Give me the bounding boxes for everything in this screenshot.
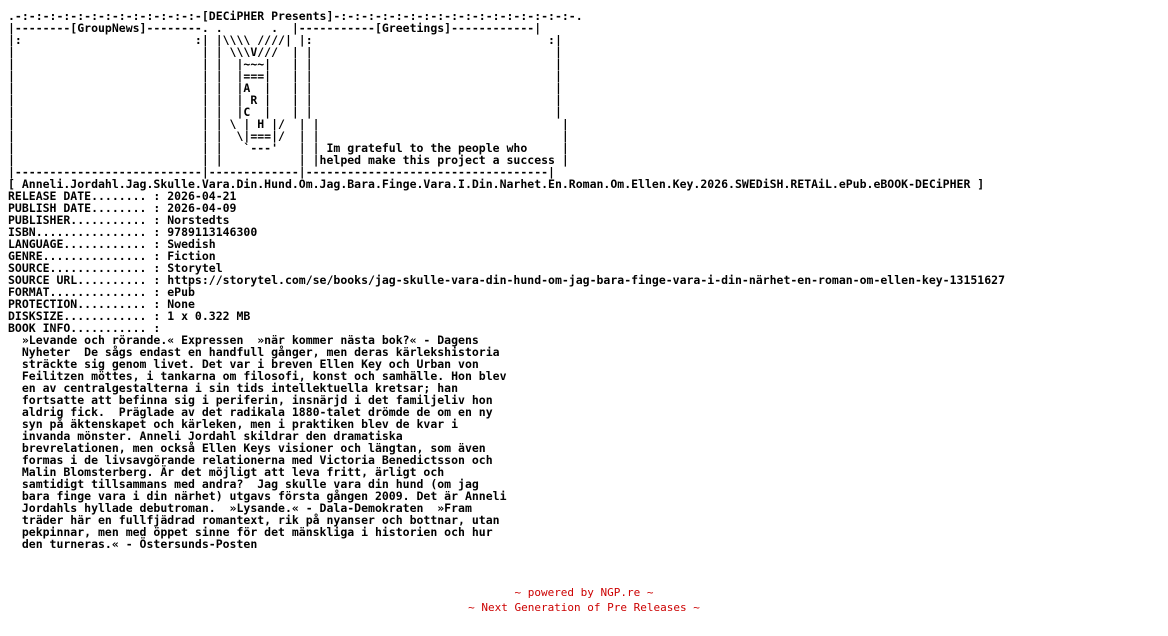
nfo-line: bara finge vara i din närhet) utgavs första gången 2009. Det är Anneli <box>8 489 507 503</box>
nfo-line: .-:-:-:-:-:-:-:-:-:-:-:-:-:-[DECiPHER Presents]-:-:-:-:-:-:-:-:-:-:-:-:-:-:-:-:-:-. <box>8 9 583 23</box>
nfo-line: aldrig fick. Präglade av det radikala 1880-talet drömde de om en ny <box>8 405 493 419</box>
nfo-line: syn på äktenskapet och kärleken, men i praktiken blev de kvar i <box>8 417 459 431</box>
nfo-line: | | | \\\V/// | | | <box>8 45 562 59</box>
nfo-line: brevrelationen, men också Ellen Keys visioner och längtan, som även <box>8 441 486 455</box>
nfo-line: | | | \ | H |/ | | | <box>8 117 569 131</box>
nfo-line: en av centralgestalterna i sin tids intellektuella kretsar; han <box>8 381 459 395</box>
nfo-line: | | | | R | | | | <box>8 93 562 107</box>
nfo-line: träder här en fullfjädrad romantext, rik på nyanser och bottnar, utan <box>8 513 500 527</box>
tagline-text: ~ Next Generation of Pre Releases ~ <box>468 601 700 614</box>
nfo-line: |--------[GroupNews]--------. . . |-----------[Greetings]------------| <box>8 21 542 35</box>
nfo-line: | | | |===| | | | <box>8 69 562 83</box>
nfo-line: fortsatte att befinna sig i periferin, insnärjd i det familjeliv hon <box>8 393 493 407</box>
nfo-line: GENRE............... : Fiction <box>8 249 216 263</box>
nfo-line: samtidigt tillsammans med andra? Jag skulle vara din hund (om jag <box>8 477 479 491</box>
nfo-line: Jordahls hyllade debutroman. »Lysande.« - Dala-Demokraten »Fram <box>8 501 472 515</box>
nfo-line: | | | `---' | | Im grateful to the people who | <box>8 141 569 155</box>
nfo-line: pekpinnar, men med öppet sinne för det mänskliga i historien och hur <box>8 525 493 539</box>
nfo-footer <box>0 585 1168 615</box>
nfo-line: | | | |~~~| | | | <box>8 57 562 71</box>
nfo-line: | | | |A | | | | <box>8 81 562 95</box>
nfo-line: DISKSIZE............ : 1 x 0.322 MB <box>8 309 251 323</box>
nfo-line: RELEASE DATE........ : 2026-04-21 <box>8 189 237 203</box>
nfo-line: »Levande och rörande.« Expressen »när kommer nästa bok?« - Dagens <box>8 333 479 347</box>
nfo-line: | | | \|===|/ | | | <box>8 129 569 143</box>
nfo-line: invanda mönster. Anneli Jordahl skildrar den dramatiska <box>8 429 403 443</box>
nfo-line: | | | |C | | | | <box>8 105 562 119</box>
nfo-line: Malin Blomsterberg. Är det möjligt att leva fritt, ärligt och <box>8 465 445 479</box>
nfo-line: sträckte sig genom livet. Det var i breven Ellen Key och Urban von <box>8 357 479 371</box>
nfo-line: LANGUAGE............ : Swedish <box>8 237 216 251</box>
nfo-line: SOURCE URL.......... : https://storytel.com/se/books/jag-skulle-vara-din-hund-om-jag-bara-finge-vara-i-din-närhet-en-roman-om-ellen-key-13151627 <box>8 273 1005 287</box>
nfo-line: ISBN................ : 9789113146300 <box>8 225 258 239</box>
nfo-line: Nyheter De sågs endast en handfull gånger, men deras kärlekshistoria <box>8 345 500 359</box>
nfo-line: SOURCE.............. : Storytel <box>8 261 223 275</box>
powered-by-text: ~ powered by NGP.re ~ <box>514 586 654 599</box>
nfo-line: BOOK INFO........... : <box>8 321 161 335</box>
nfo-line: |---------------------------|-------------|-----------------------------------| <box>8 165 555 179</box>
nfo-line: formas i de livsavgörande relationerna med Victoria Benedictsson och <box>8 453 493 467</box>
nfo-line: PUBLISHER........... : Norstedts <box>8 213 230 227</box>
nfo-line: FORMAT.............. : ePub <box>8 285 195 299</box>
nfo-line: den turneras.« - Östersunds-Posten <box>8 537 258 551</box>
nfo-line: Feilitzen möttes, i tankarna om filosofi, konst och samhälle. Hon blev <box>8 369 507 383</box>
nfo-line: PUBLISH DATE........ : 2026-04-09 <box>8 201 237 215</box>
nfo-line: PROTECTION.......... : None <box>8 297 195 311</box>
nfo-document <box>8 10 1005 550</box>
nfo-line: |: :| |\\\\ ////| |: :| <box>8 33 562 47</box>
nfo-line: [ Anneli.Jordahl.Jag.Skulle.Vara.Din.Hund.Om.Jag.Bara.Finge.Vara.I.Din.Narhet.En.Roman.Om.Ellen.Key.2026.SWEDiSH.RETAiL.ePub.eBOOK-DECiPHER ] <box>8 177 985 191</box>
nfo-line: | | | | |helped make this project a success | <box>8 153 569 167</box>
